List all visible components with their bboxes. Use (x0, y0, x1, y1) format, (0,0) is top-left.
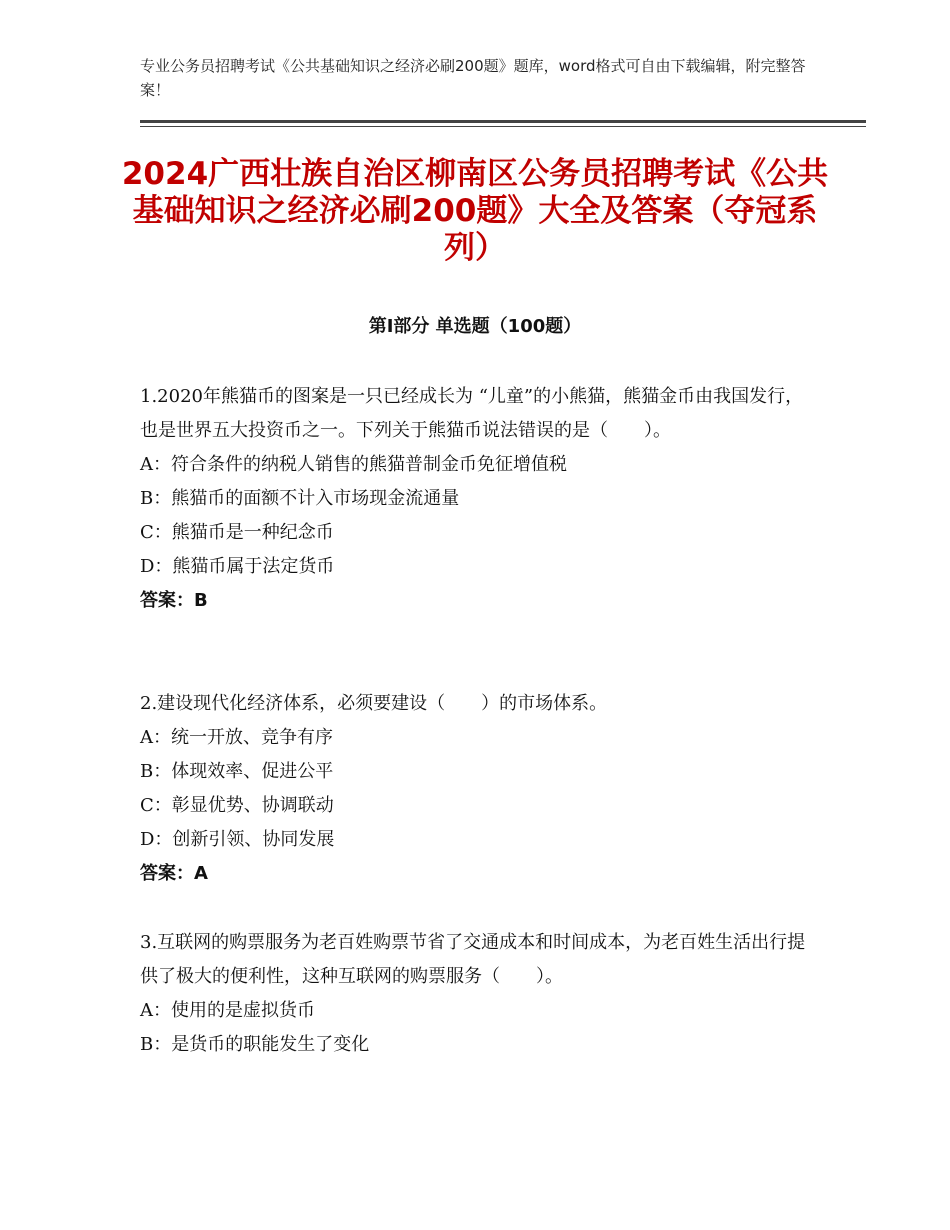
option-b: B：体现效率、促进公平 (140, 761, 334, 782)
option-d: D：熊猫币属于法定货币 (140, 556, 335, 577)
option-c: C：熊猫币是一种纪念币 (140, 522, 334, 543)
option-b: B：熊猫币的面额不计入市场现金流通量 (140, 488, 460, 509)
question-stem: 3.互联网的购票服务为老百姓购票节省了交通成本和时间成本，为老百姓生活出行提供了极大的便利性，这种互联网的购票服务（ ）。 (140, 932, 806, 987)
option-c: C：彰显优势、协调联动 (140, 795, 334, 816)
option-a: A：使用的是虚拟货币 (140, 1000, 315, 1021)
question-1 (140, 380, 812, 618)
option-a: A：符合条件的纳税人销售的熊猫普制金币免征增值税 (140, 454, 567, 475)
header-divider-thick (140, 120, 866, 123)
question-stem: 1.2020年熊猫币的图案是一只已经成长为 “儿童”的小熊猫，熊猫金币由我国发行，也是世界五大投资币之一。下列关于熊猫币说法错误的是（ ）。 (140, 386, 804, 441)
section-heading: 第Ⅰ部分 单选题（100题） (368, 316, 582, 337)
document-title: 2024广西壮族自治区柳南区公务员招聘考试《公共基础知识之经济必刷200题》大全及答案（夺冠系列） (121, 156, 829, 266)
option-d: D：创新引领、协同发展 (140, 829, 335, 850)
header-note: 专业公务员招聘考试《公共基础知识之经济必刷200题》题库，word格式可自由下载编辑，附完整答案！ (140, 57, 806, 99)
option-a: A：统一开放、竞争有序 (140, 727, 333, 748)
question-stem: 2.建设现代化经济体系，必须要建设（ ）的市场体系。 (140, 693, 608, 714)
header-divider-thin (140, 126, 866, 127)
question-3 (140, 926, 812, 1062)
answer: 答案：A (140, 863, 208, 884)
option-b: B：是货币的职能发生了变化 (140, 1034, 370, 1055)
question-2 (140, 687, 812, 891)
answer: 答案：B (140, 590, 208, 611)
